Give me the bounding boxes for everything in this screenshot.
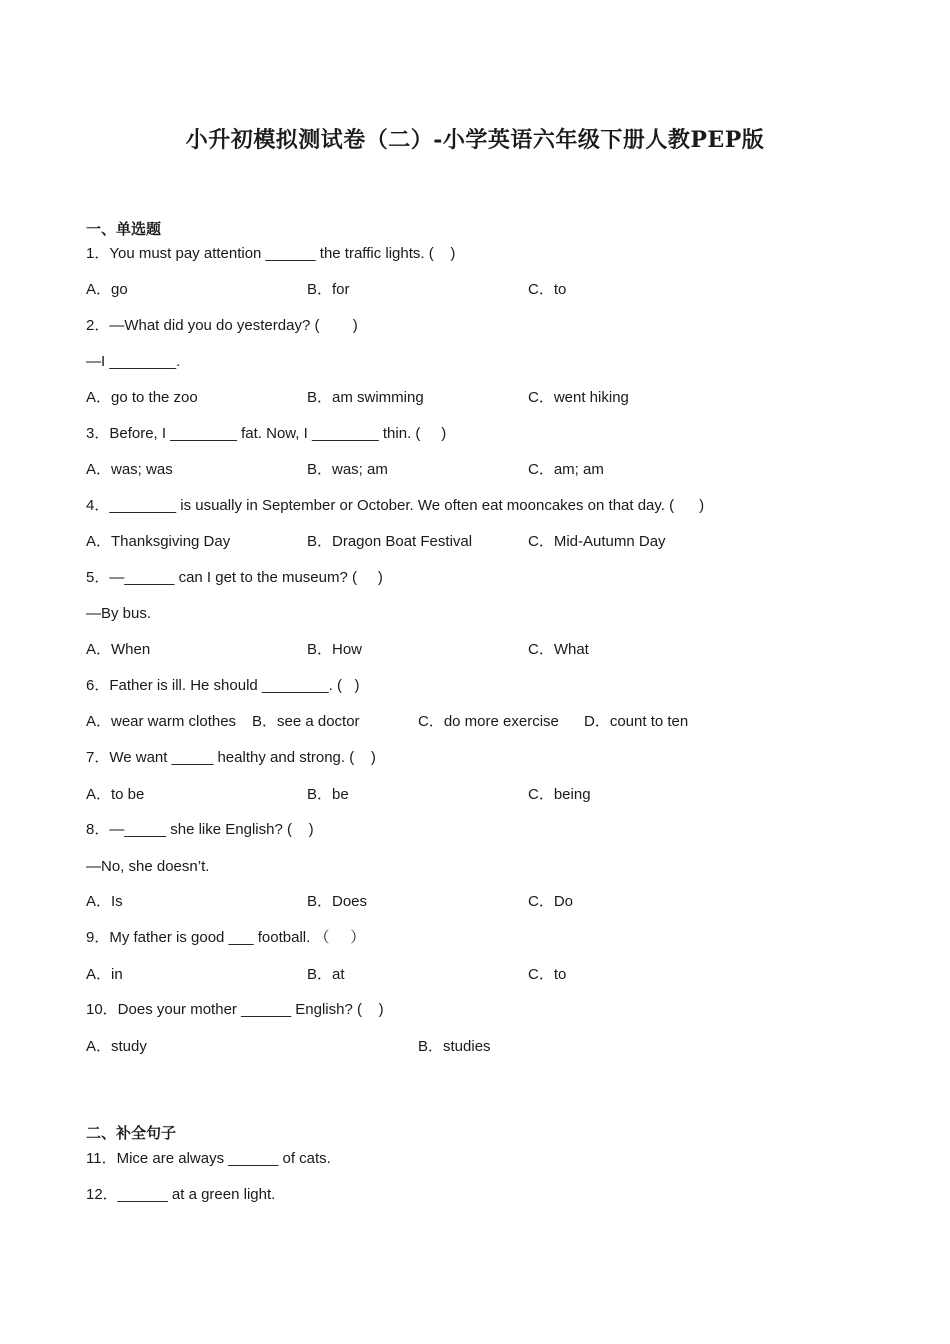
option-c: C．do more exercise [418, 713, 559, 730]
option-a: A．Is [86, 893, 123, 910]
question-stem: 10．Does your mother ______ English? ( ) [86, 1001, 384, 1018]
option-a: A．was; was [86, 461, 173, 478]
option-c: C．am; am [528, 461, 604, 478]
question-stem: 8．—_____ she like English? ( ) [86, 821, 314, 838]
option-a: A．to be [86, 786, 145, 803]
option-a: A．go [86, 281, 128, 298]
option-a: A．study [86, 1038, 147, 1055]
option-b: B．for [307, 281, 350, 298]
question-stem: 4．________ is usually in September or October. We often eat mooncakes on that day. ( ) [86, 497, 705, 514]
option-c: C．being [528, 786, 591, 803]
option-a: A．go to the zoo [86, 389, 198, 406]
option-b: B．am swimming [307, 389, 424, 406]
option-a: A．Thanksgiving Day [86, 533, 231, 550]
question-reply: —No, she doesn’t. [86, 858, 210, 875]
question-stem: 7．We want _____ healthy and strong. ( ) [86, 749, 376, 766]
question-stem: 6．Father is ill. He should ________. ( ) [86, 677, 360, 694]
option-c: C．Mid-Autumn Day [528, 533, 666, 550]
question-stem: 5．—______ can I get to the museum? ( ) [86, 569, 383, 586]
section-heading-complete-sentences: 二、补全句子 [86, 1124, 177, 1142]
section-heading-single-choice: 一、单选题 [86, 220, 162, 238]
question-stem: 1．You must pay attention ______ the traffic lights. ( ) [86, 245, 456, 262]
option-a: A．wear warm clothes [86, 713, 237, 730]
option-b: B．Dragon Boat Festival [307, 533, 473, 550]
page-title: 小升初模拟测试卷（二）-小学英语六年级下册人教PEP版 [185, 127, 765, 153]
option-c: C．to [528, 966, 567, 983]
option-c: C．went hiking [528, 389, 629, 406]
fill-in-question: 12．______ at a green light. [86, 1186, 276, 1203]
option-b: B．How [307, 641, 363, 658]
option-c: C．to [528, 281, 567, 298]
option-c: C．What [528, 641, 589, 658]
question-reply: —I ________. [86, 353, 181, 370]
option-b: B．at [307, 966, 345, 983]
option-b: B．be [307, 786, 349, 803]
fill-in-question: 11．Mice are always ______ of cats. [86, 1150, 331, 1167]
option-b: B．Does [307, 893, 368, 910]
option-b: B．see a doctor [252, 713, 360, 730]
option-c: C．Do [528, 893, 574, 910]
question-reply: —By bus. [86, 605, 152, 622]
question-stem: 9．My father is good ___ football. （ ） [86, 929, 366, 946]
option-a: A．in [86, 966, 123, 983]
question-stem: 2．—What did you do yesterday? ( ) [86, 317, 358, 334]
option-b: B．was; am [307, 461, 388, 478]
option-b: B．studies [418, 1038, 491, 1055]
option-d: D．count to ten [584, 713, 689, 730]
option-a: A．When [86, 641, 151, 658]
question-stem: 3．Before, I ________ fat. Now, I ________ thin. ( ) [86, 425, 447, 442]
